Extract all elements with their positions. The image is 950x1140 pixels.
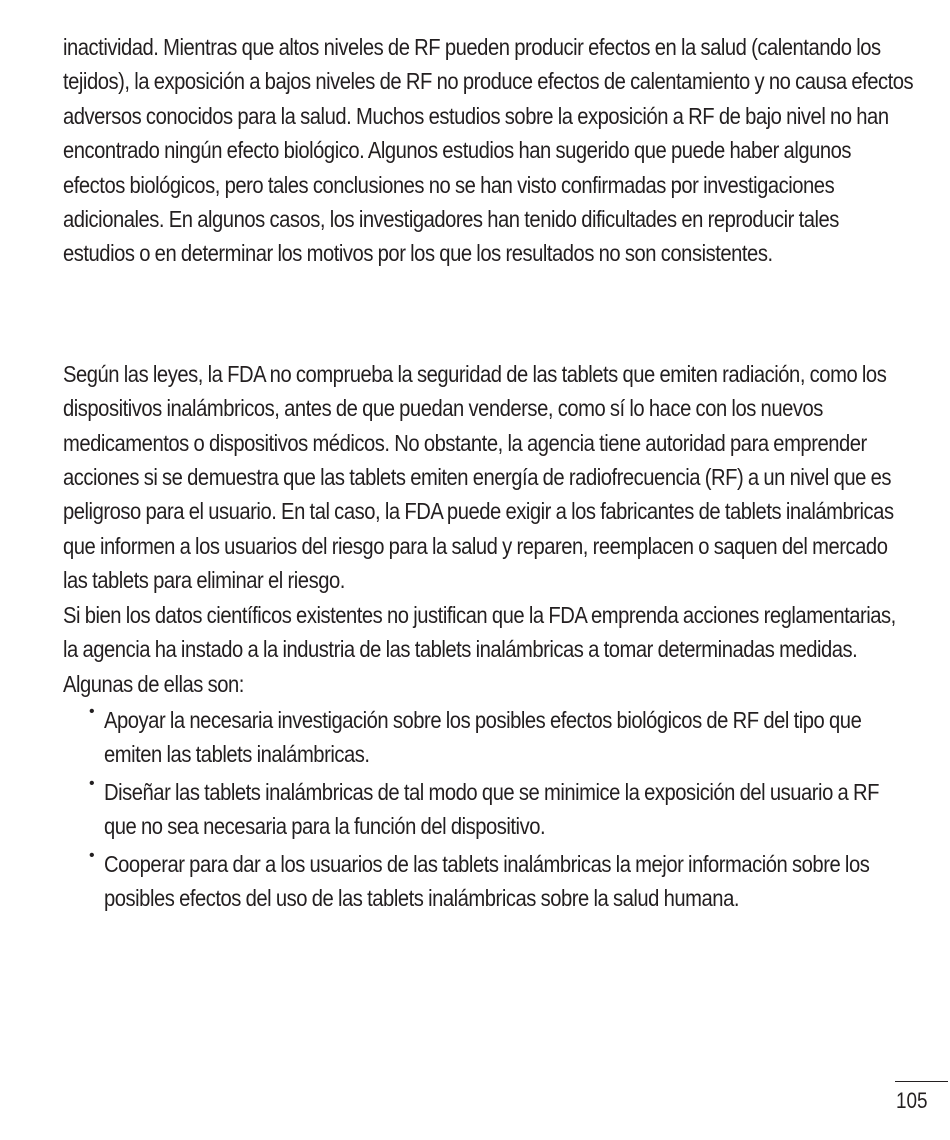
list-item-text: Apoyar la necesaria investigación sobre los posibles efectos biológicos de RF del tipo que emiten las tablets inalámbricas.	[104, 706, 862, 768]
bullet-icon: •	[89, 774, 95, 792]
list-item-text: Cooperar para dar a los usuarios de las tablets inalámbricas la mejor información sobre los posibles efectos del uso de las tablets inalámbricas sobre la salud humana.	[104, 850, 870, 911]
list-item	[63, 703, 913, 772]
paragraph-rf-effects: inactividad. Mientras que altos niveles de RF pueden producir efectos en la salud (calentando los tejidos), la exposición a bajos niveles de RF no produce efectos de calentamiento y no causa efectos adversos conocidos para la salud. Muchos estudios sobre la exposición a RF de bajo nivel no han encontrado ningún efecto biológico. Algunos estudios han sugerido que puede haber algunos efectos biológicos, pero tales conclusiones no se han visto confirmadas por investigaciones adicionales. En algunos casos, los investigadores han tenido dificultades en reproducir tales estudios o en determinar los motivos por los que los resultados no son consistentes.	[63, 34, 914, 267]
paragraph-fda-measures: Si bien los datos científicos existentes no justifican que la FDA emprenda acciones reglamentarias, la agencia ha instado a la industria de las tablets inalámbricas a tomar determinadas medidas. Algunas de ellas son:	[63, 601, 896, 697]
list-item	[63, 847, 913, 916]
bullet-icon: •	[89, 846, 95, 864]
paragraph-fda-authority: Según las leyes, la FDA no comprueba la seguridad de las tablets que emiten radiación, como los dispositivos inalámbricos, antes de que puedan venderse, como sí lo hace con los nuevos medicamentos o dispositivos médicos. No obstante, la agencia tiene autoridad para emprender acciones si se demuestra que las tablets emiten energía de radiofrecuencia (RF) a un nivel que es peligroso para el usuario. En tal caso, la FDA puede exigir a los fabricantes de tablets inalámbricas que informen a los usuarios del riesgo para la salud y reparen, reemplacen o saquen del mercado las tablets para eliminar el riesgo.	[63, 360, 894, 594]
bullet-icon: •	[89, 702, 95, 720]
footer-divider	[895, 1081, 948, 1082]
document-page	[63, 30, 913, 918]
measures-list	[63, 703, 913, 915]
section-gap	[63, 271, 913, 357]
page-number: 105	[896, 1088, 928, 1113]
list-item	[63, 775, 913, 844]
list-item-text: Diseñar las tablets inalámbricas de tal modo que se minimice la exposición del usuario a RF que no sea necesaria para la función del dispositivo.	[104, 778, 880, 840]
